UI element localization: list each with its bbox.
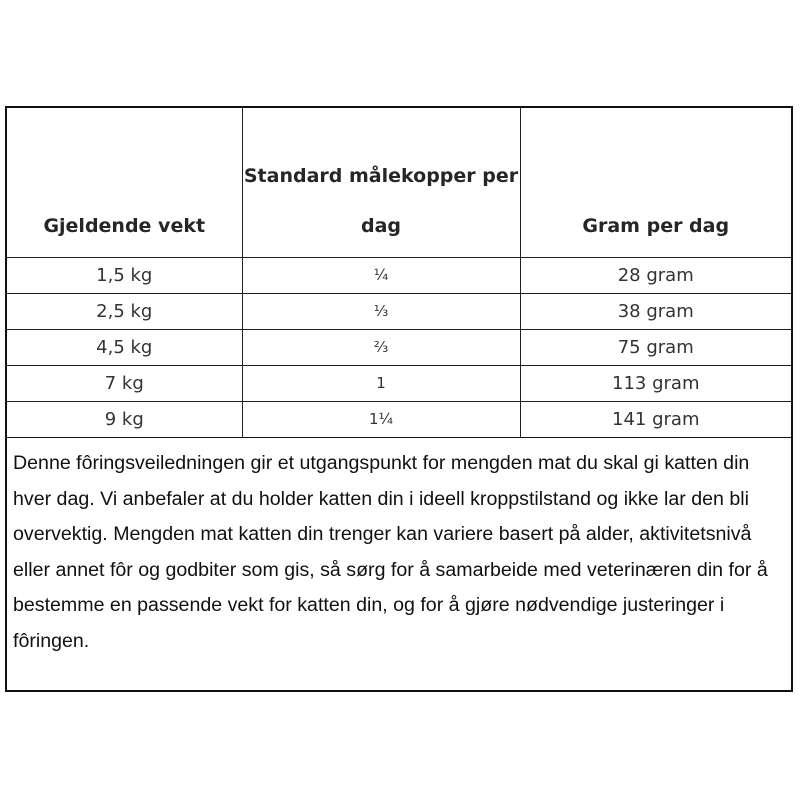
table-row	[7, 293, 791, 329]
cups-cell: ⅓	[242, 293, 520, 329]
header-current-weight: Gjeldende vekt	[7, 108, 242, 257]
cups-cell: ¼	[242, 257, 520, 293]
table-row	[7, 329, 791, 365]
header-grams-per-day: Gram per dag	[520, 108, 791, 257]
weight-cell: 4,5 kg	[7, 329, 242, 365]
grams-cell: 141 gram	[520, 401, 791, 437]
cups-cell: 1	[242, 365, 520, 401]
grams-cell: 113 gram	[520, 365, 791, 401]
weight-cell: 7 kg	[7, 365, 242, 401]
grams-cell: 28 gram	[520, 257, 791, 293]
table-header-row	[7, 108, 791, 257]
weight-cell: 1,5 kg	[7, 257, 242, 293]
grams-cell: 38 gram	[520, 293, 791, 329]
cups-cell: 1¼	[242, 401, 520, 437]
cups-cell: ⅔	[242, 329, 520, 365]
weight-cell: 9 kg	[7, 401, 242, 437]
feeding-table	[7, 108, 791, 438]
table-row	[7, 365, 791, 401]
table-row	[7, 401, 791, 437]
feeding-disclaimer-text: Denne fôringsveiledningen gir et utgangspunkt for mengden mat du skal gi katten din hver dag. Vi anbefaler at du holder katten din i ideell kroppstilstand og ikke lar den bli overvektig. Mengden mat katten din trenger kan variere basert på alder, aktivitetsnivå eller annet fôr og godbiter som gis, så sørg for å samarbeide med veterinæren din for å bestemme en passende vekt for katten din, og for å gjøre nødvendige justeringer i fôringen.	[13, 452, 768, 652]
feeding-guide-card	[5, 106, 793, 692]
grams-cell: 75 gram	[520, 329, 791, 365]
header-measuring-cups: Standard målekopper per dag	[242, 108, 520, 257]
table-row	[7, 257, 791, 293]
weight-cell: 2,5 kg	[7, 293, 242, 329]
